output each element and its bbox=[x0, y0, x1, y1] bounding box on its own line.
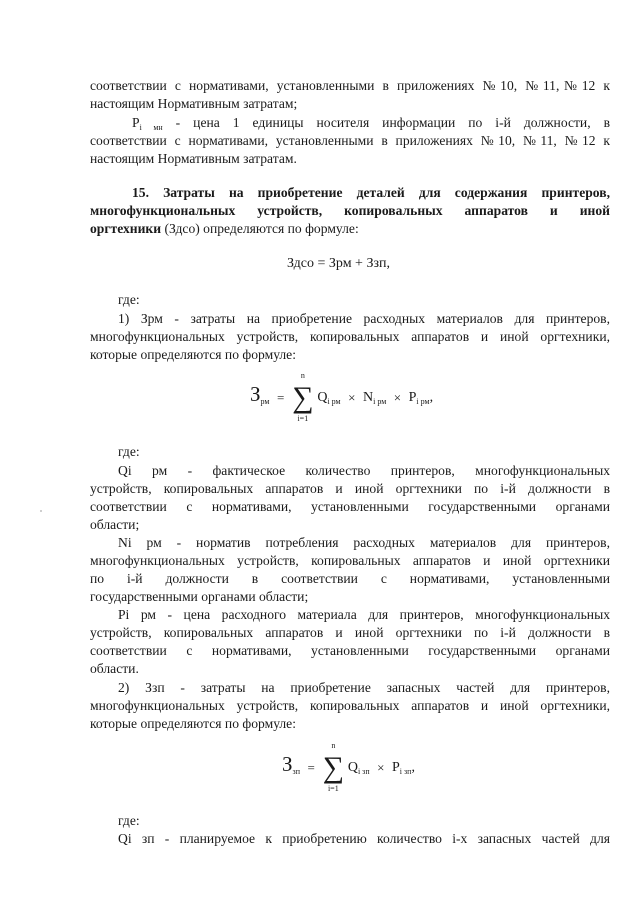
text-line: 2) Ззп - затраты на приобретение запасных частей для принтеров, bbox=[118, 680, 610, 695]
text-line: соответствии с нормативами, установленными государственными органами bbox=[90, 643, 610, 658]
formula-spare-parts bbox=[282, 740, 415, 793]
formula-p: P bbox=[391, 759, 400, 775]
sum-lower-limit: i=1 bbox=[297, 413, 309, 423]
symbol-subscript: i мн bbox=[139, 123, 163, 132]
section-heading: многофункциональных устройств, копировальных аппаратов и иной bbox=[90, 203, 610, 218]
formula-consumables bbox=[250, 370, 434, 423]
text-line: где: bbox=[118, 292, 140, 307]
formula-total: Здсо = Зрм + Ззп, bbox=[287, 256, 390, 271]
formula-p-sub: i зп bbox=[399, 767, 412, 776]
text-line: Qi рм - фактическое количество принтеров, многофункциональных bbox=[118, 463, 610, 478]
formula-q-sub: i зп bbox=[357, 767, 370, 776]
formula-equals: = bbox=[276, 389, 285, 405]
text-line: настоящим Нормативным затратам; bbox=[90, 96, 298, 111]
text-line: многофункциональных устройств, копировальных аппаратов и иной оргтехники, bbox=[90, 698, 610, 713]
text-span: - цена 1 единицы носителя информации по i-й должности, в bbox=[162, 115, 610, 130]
sum-upper-limit: n bbox=[331, 740, 336, 750]
text-span: (Здсо) определяются по формуле: bbox=[161, 221, 359, 236]
formula-lhs: З bbox=[282, 752, 293, 776]
formula-p: P bbox=[408, 389, 417, 405]
text-line: многофункциональных устройств, копировальных аппаратов и иной оргтехники, bbox=[90, 329, 610, 344]
text-line: которые определяются по формуле: bbox=[90, 716, 296, 731]
formula-q-sub: i рм bbox=[327, 397, 341, 406]
formula-times: × bbox=[393, 389, 402, 405]
sigma-symbol: ∑ bbox=[292, 380, 314, 414]
formula-comma: , bbox=[411, 759, 415, 775]
formula-n-sub: i рм bbox=[373, 397, 387, 406]
formula-lhs: З bbox=[250, 382, 261, 406]
text-line: настоящим Нормативным затратам. bbox=[90, 151, 297, 166]
text-line: соответствии с нормативами, установленными в приложениях №10, №11, №12 к bbox=[90, 133, 610, 148]
text-line: по i-й должности в соответствии с нормативами, установленными bbox=[90, 571, 610, 586]
formula-times: × bbox=[377, 759, 385, 775]
text-line: 1) Зрм - затраты на приобретение расходных материалов для принтеров, bbox=[118, 311, 610, 326]
formula-lhs-sub: зп bbox=[292, 767, 300, 776]
formula-times: × bbox=[348, 389, 356, 405]
symbol-p: P bbox=[132, 115, 140, 130]
text-line: государственными органами области; bbox=[90, 589, 309, 604]
text-line: соответствии с нормативами, установленными государственными органами bbox=[90, 499, 610, 514]
sigma-symbol: ∑ bbox=[322, 750, 345, 784]
text-line: многофункциональных устройств, копировальных аппаратов и иной оргтехники bbox=[90, 553, 610, 568]
section-heading bbox=[90, 220, 610, 237]
formula-p-sub: i рм bbox=[416, 397, 430, 406]
text-line: Qi зп - планируемое к приобретению количество i-х запасных частей для bbox=[118, 831, 610, 846]
text-line: Pi рм - цена расходного материала для принтеров, многофункциональных bbox=[118, 607, 610, 622]
section-heading: 15. Затраты на приобретение деталей для содержания принтеров, bbox=[132, 185, 610, 200]
heading-bold-span: оргтехники bbox=[90, 221, 162, 236]
formula-n: N bbox=[362, 389, 374, 405]
formula-equals: = bbox=[307, 759, 315, 775]
formula-lhs-sub: рм bbox=[260, 397, 270, 406]
text-line: где: bbox=[118, 813, 140, 828]
text-line: устройств, копировальных аппаратов и иной оргтехники по i-й должности в bbox=[90, 625, 610, 640]
sum-operator bbox=[322, 740, 345, 793]
text-line: соответствии с нормативами, установленными в приложениях №10, №11,№12 к bbox=[90, 78, 610, 93]
scan-speck bbox=[40, 510, 42, 512]
formula-comma: , bbox=[429, 389, 434, 405]
text-line: области. bbox=[90, 661, 139, 676]
formula-q: Q bbox=[317, 389, 328, 405]
formula-q: Q bbox=[347, 759, 358, 775]
text-line: области; bbox=[90, 517, 140, 532]
text-line: где: bbox=[118, 444, 140, 459]
text-line: Ni рм - норматив потребления расходных материалов для принтеров, bbox=[118, 535, 610, 550]
sum-lower-limit: i=1 bbox=[327, 783, 339, 793]
text-line: устройств, копировальных аппаратов и иной оргтехники по i-й должности в bbox=[90, 481, 610, 496]
sum-operator bbox=[292, 370, 314, 423]
sum-upper-limit: n bbox=[300, 370, 305, 380]
text-line: которые определяются по формуле: bbox=[90, 347, 296, 362]
